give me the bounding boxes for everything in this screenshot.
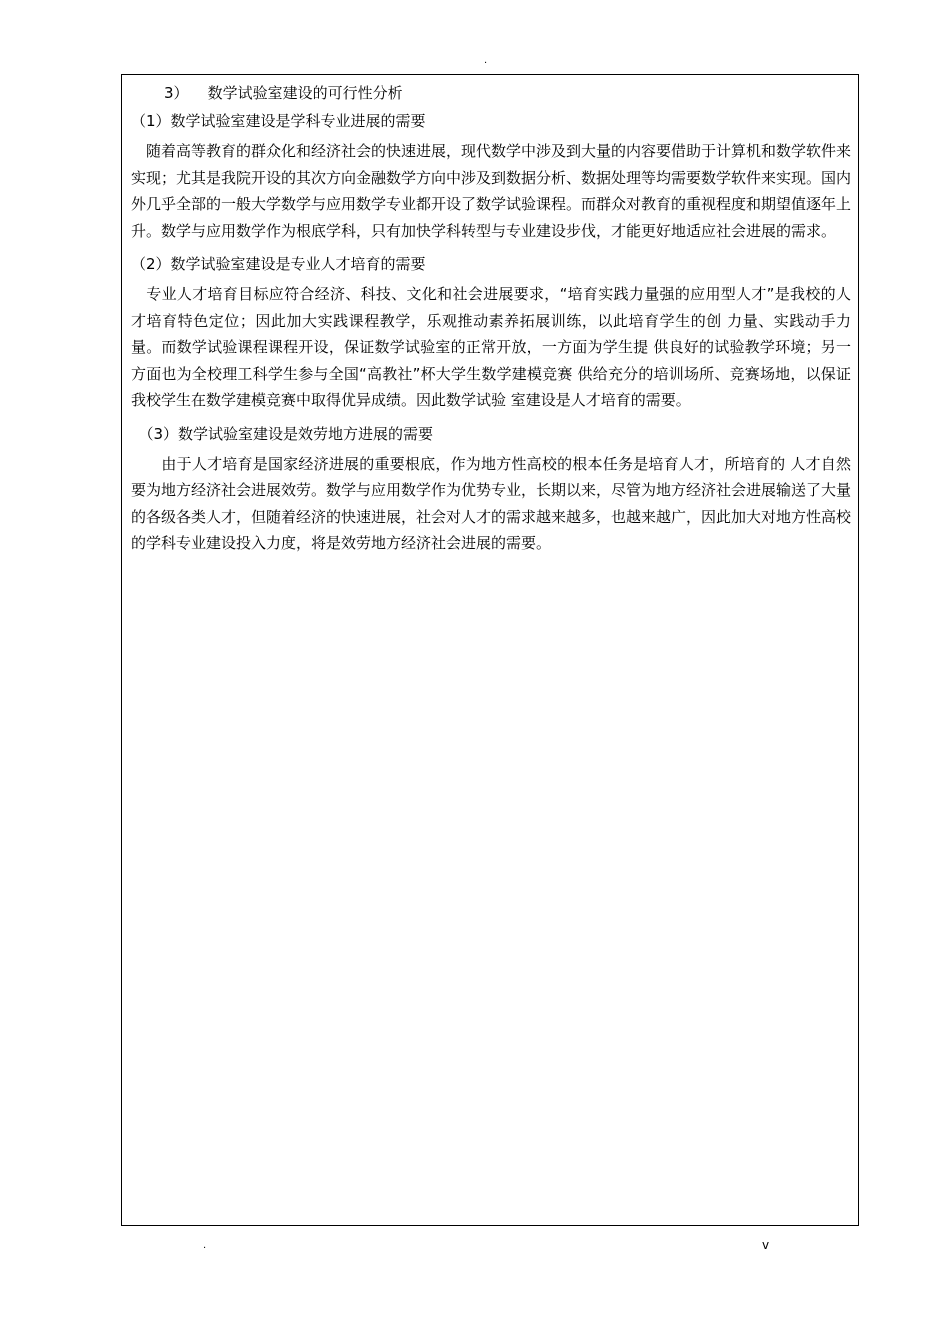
- content-frame: [121, 74, 859, 1226]
- page-top-mark: .: [484, 55, 488, 66]
- document-body: [131, 80, 851, 563]
- section-heading: 3） 数学试验室建设的可行性分析: [164, 84, 403, 102]
- page-bottom-left-mark: .: [203, 1240, 207, 1251]
- page-bottom-right-mark: v: [762, 1238, 770, 1252]
- subsection-paragraph-3: 由于人才培育是国家经济进展的重要根底，作为地方性高校的根本任务是培育人才，所培育的 人才自然要为地方经济社会进展效劳。数学与应用数学作为优势专业，长期以来，尽管为地方经济社会进展输送了大量的各级各类人才，但随着经济的快速进展，社会对人才的需求越来越多，也越来越广，因此加大对地方性高校的学科专业建设投入力度，将是效劳地方经济社会进展的需要。: [131, 454, 852, 552]
- subsection-paragraph-2: 专业人才培育目标应符合经济、科技、文化和社会进展要求，“培育实践力量强的应用型人才”是我校的人才培育特色定位；因此加大实践课程教学，乐观推动素养拓展训练，以此培育学生的创 力量、实践动手力量。而数学试验课程课程开设，保证数学试验室的正常开放，一方面为学生提 供良好的试验教学环境；另一方面也为全校理工科学生参与全国“高教社”杯大学生数学建模竞赛 供给充分的培训场所、竞赛场地，以保证我校学生在数学建模竞赛中取得优异成绩。因此数学试验 室建设是人才培育的需要。: [131, 285, 851, 409]
- subsection-heading-3: （3）数学试验室建设是效劳地方进展的需要: [131, 424, 434, 443]
- subsection-heading-1: （1）数学试验室建设是学科专业进展的需要: [131, 112, 426, 130]
- subsection-paragraph-1: 随着高等教育的群众化和经济社会的快速进展，现代数学中涉及到大量的内容要借助于计算机和数学软件来实现；尤其是我院开设的其次方向金融数学方向中涉及到数据分析、数据处理等均需要数学软件来实现。国内外几乎全部的一般大学数学与应用数学专业都开设了数学试验课程。而群众对教育的重视程度和期望值逐年上升。数学与应用数学作为根底学科，只有加快学科转型与专业建设步伐，才能更好地适应社会进展的需求。: [131, 142, 852, 240]
- subsection-heading-2: （2）数学试验室建设是专业人才培育的需要: [131, 255, 426, 273]
